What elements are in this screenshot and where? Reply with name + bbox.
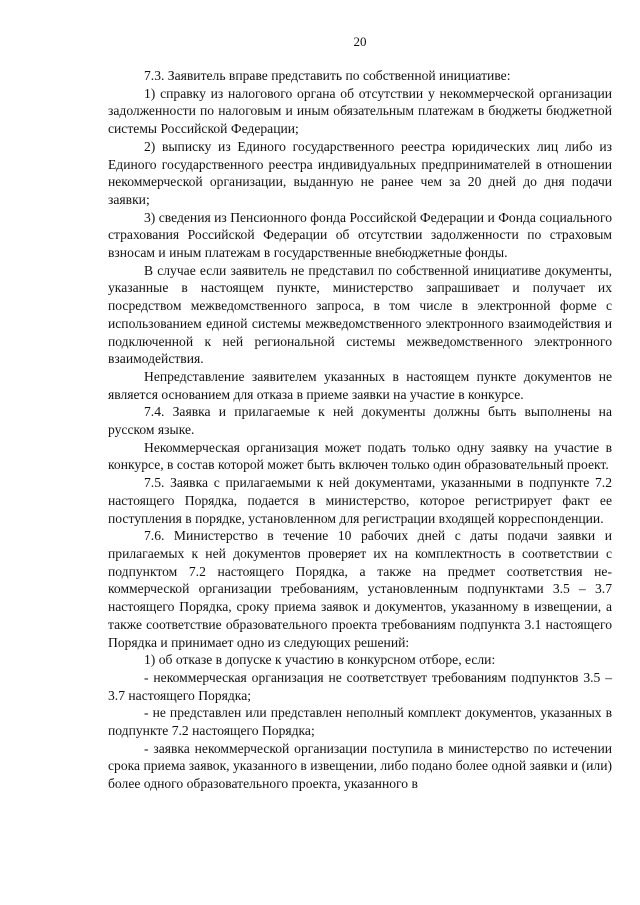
paragraph-tax-certificate: 1) справку из налогового органа об отсутствии у некоммерческой организации задолженности по налоговым и иным обязательным платежам в бюджеты бюджетной системы Российской Федерации;: [108, 85, 612, 137]
paragraph-refusal-documents: - не представлен или представлен неполный комплект документов, указанных в подпункте 7.2 настоящего Порядка;: [108, 705, 612, 739]
paragraph-7-3-intro: 7.3. Заявитель вправе представить по собственной инициативе:: [144, 68, 511, 83]
paragraph-refusal-heading: 1) об отказе в допуске к участию в конкурсном отборе, если:: [144, 652, 496, 668]
paragraph-7-6-review: 7.6. Министерство в течение 10 рабочих дней с даты подачи заявки и прилагаемых к ней документов проверяет их на комплектность в соответствии с подпунктом 7.2 настоящего Порядка, а также на предмет соответствия некоммерческой организации требованиям, установленным подпунктами 3.5 – 3.7 настоящего Порядка, сроку приема заявок и документов, указанному в извещении, а также соответствие образовательного проекта требованиям подпункта 3.1 настоящего Порядка и принимает одно из следующих решений:: [108, 528, 612, 650]
paragraph-7-5-registration: 7.5. Заявка с прилагаемыми к ней документами, указанными в подпункте 7.2 настоящего Порядка, подается в министерство, которое регистрирует факт ее поступления в порядке, установленном для регистрации входящей корреспонденции.: [108, 475, 612, 526]
paragraph-refusal-deadline: - заявка некоммерческой организации поступила в министерство по истечении срока приема заявок, указанного в извещении, либо подано более одной заявки и (или) более одного образовательного проекта, указанного в: [108, 740, 612, 792]
paragraph-interagency-request: В случае если заявитель не представил по собственной инициативе документы, указанные в настоящем пункте, министерство запрашивает и получает их посредством межведомственного запроса, в том числе в электронной форме с использованием единой системы межведомственного электронного взаимодействия и подключенной к ней региональной системы межведомственного электронного взаимодействия.: [108, 262, 612, 367]
paragraph-7-4-language: 7.4. Заявка и прилагаемые к ней документы должны быть выполнены на русском языке.: [108, 404, 612, 438]
paragraph-refusal-requirements: - некоммерческая организация не соответствует требованиям подпунктов 3.5 – 3.7 настоящего Порядка;: [108, 669, 612, 703]
paragraph-single-application: Некоммерческая организация может подать только одну заявку на участие в конкурсе, в состав которой может быть включен только один образовательный проект.: [108, 439, 612, 473]
document-page: [108, 34, 612, 793]
paragraph-non-submission: Непредставление заявителем указанных в настоящем пункте документов не является основанием для отказа в приеме заявки на участие в конкурсе.: [108, 368, 612, 402]
paragraph-registry-extract: 2) выписку из Единого государственного реестра юридических лиц либо из Единого государственного реестра индивидуальных предпринимателей в отношении некоммерческой организации, выданную не ранее чем за 20 дней до дня подачи заявки;: [108, 138, 612, 207]
paragraph-pension-fund-info: 3) сведения из Пенсионного фонда Российской Федерации и Фонда социального страхования Российской Федерации об отсутствии задолженности по страховым взносам и иным платежам в государственные внебюджетные фонды.: [108, 209, 612, 261]
page-number: 20: [353, 34, 367, 49]
